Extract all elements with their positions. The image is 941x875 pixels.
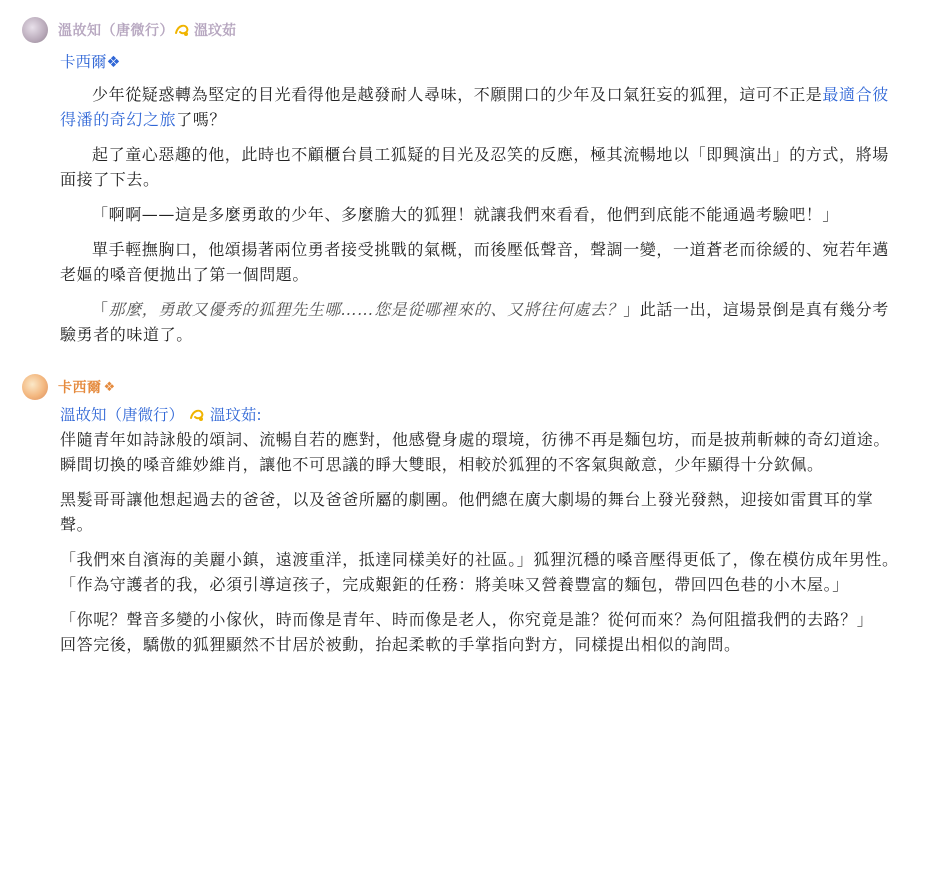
post-2 — [0, 357, 941, 657]
reply-to-mention[interactable]: 卡西爾❖ — [60, 53, 121, 71]
paragraph — [60, 82, 899, 132]
mention-swirl-icon — [189, 408, 205, 422]
paragraph: 「啊啊——這是多麼勇敢的少年、多麼膽大的狐狸！就讓我們來看看，他們到底能不能通過考驗吧！」 — [92, 205, 840, 224]
paragraph: 「你呢？聲音多變的小傢伙，時而像是青年、時而像是老人，你究竟是誰？從何而來？為何阻擋我們的去路？」 — [60, 610, 874, 629]
story-link[interactable]: 最適合彼得潘的奇幻之旅 — [60, 85, 889, 129]
paragraph: 「作為守護者的我，必須引導這孩子，完成艱鉅的任務：將美味又營養豐富的麵包，帶回四色巷的小木屋。」 — [60, 575, 849, 594]
post-2-header — [22, 371, 921, 403]
avatar[interactable] — [22, 17, 48, 43]
paragraph: 黑髮哥哥讓他想起過去的爸爸，以及爸爸所屬的劇團。他們總在廣大劇場的舞台上發光發熱，迎接如雷貫耳的掌聲。 — [60, 490, 874, 534]
post-author[interactable]: 溫故知（唐微行） — [58, 23, 174, 39]
reply-recipient[interactable]: 溫玟茹: — [209, 406, 262, 424]
diamond-icon: ❖ — [103, 379, 116, 395]
paragraph-text: 少年從疑惑轉為堅定的目光看得他是越發耐人尋味，不願開口的少年及口氣狂妄的狐狸，這可不正是 — [92, 85, 823, 104]
reply-to-mention[interactable] — [60, 403, 899, 425]
paragraph: 伴隨青年如詩詠般的頌詞、流暢自若的應對，他感覺身處的環境，彷彿不再是麵包坊，而是披荊斬棘的奇幻道途。 — [60, 430, 891, 449]
paragraph-text: 了嗎？ — [176, 110, 227, 129]
paragraph: 起了童心惡趣的他，此時也不顧櫃台員工狐疑的目光及忍笑的反應，極其流暢地以「即興演出」的方式，將場面接了下去。 — [60, 145, 889, 189]
post-2-body — [22, 403, 921, 657]
paragraph: 瞬間切換的嗓音維妙維肖，讓他不可思議的睜大雙眼，相較於狐狸的不客氣與敵意，少年顯得十分欽佩。 — [60, 455, 824, 474]
post-1-body — [22, 50, 921, 347]
post-recipient[interactable]: 溫玟茹 — [194, 23, 236, 39]
mention-swirl-icon — [174, 23, 190, 37]
paragraph: 「我們來自濱海的美麗小鎮，遠渡重洋，抵達同樣美好的社區。」狐狸沉穩的嗓音壓得更低了，像在模仿成年男性。 — [60, 550, 899, 569]
paragraph-text: 「 — [92, 300, 109, 319]
avatar[interactable] — [22, 374, 48, 400]
paragraph-text: 」此話一出，這場景倒是真有幾分考驗勇者的味道了。 — [60, 300, 889, 344]
post-1 — [0, 0, 941, 347]
reply-author[interactable]: 溫故知（唐微行） — [60, 406, 185, 424]
paragraph: 回答完後，驕傲的狐狸顯然不甘居於被動，抬起柔軟的手掌指向對方，同樣提出相似的詢問。 — [60, 635, 741, 654]
post-author[interactable]: 卡西爾 — [58, 380, 102, 396]
italic-quote: 那麼，勇敢又優秀的狐狸先生哪……您是從哪裡來的、又將往何處去？ — [108, 300, 624, 319]
post-1-header — [22, 14, 921, 46]
paragraph — [60, 297, 899, 347]
paragraph: 單手輕撫胸口，他頌揚著兩位勇者接受挑戰的氣概，而後壓低聲音，聲調一變，一道蒼老而徐緩的、宛若年邁老嫗的嗓音便拋出了第一個問題。 — [60, 240, 889, 284]
